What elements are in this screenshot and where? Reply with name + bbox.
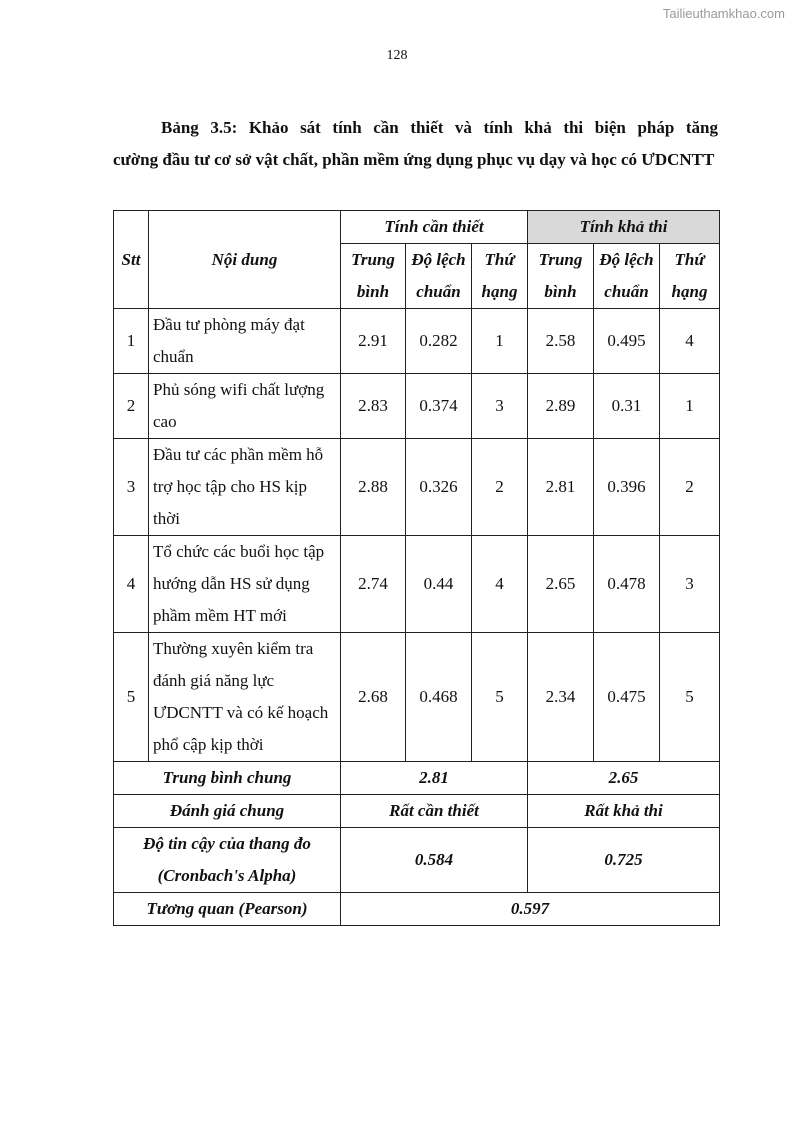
cell-feas-sd: 0.475	[594, 633, 660, 762]
cell-stt: 5	[114, 633, 149, 762]
cell-content: Đầu tư các phần mềm hỗ trợ học tập cho HS kịp thời	[149, 439, 341, 536]
table-caption	[113, 112, 718, 176]
cell-feas-rank: 4	[660, 309, 720, 374]
header-need-mean: Trung bình	[341, 244, 406, 309]
summary-evaluation-feasible: Rất khả thi	[528, 795, 720, 828]
cell-feas-mean: 2.65	[528, 536, 594, 633]
header-group-need: Tính cần thiết	[341, 211, 528, 244]
cell-feas-rank: 2	[660, 439, 720, 536]
alpha-label-line-1: Độ tin cậy của thang đo	[143, 834, 311, 853]
table-row	[114, 633, 720, 762]
cell-feas-rank: 3	[660, 536, 720, 633]
header-need-rank: Thứ hạng	[472, 244, 528, 309]
caption-line-rest: cường đầu tư cơ sở vật chất, phần mềm ứng dụng phục vụ dạy và học có ƯDCNTT	[113, 150, 715, 169]
summary-row-alpha	[114, 828, 720, 893]
cell-need-mean: 2.83	[341, 374, 406, 439]
table-row	[114, 374, 720, 439]
alpha-label-line-2: (Cronbach's Alpha)	[157, 866, 297, 885]
cell-need-sd: 0.44	[406, 536, 472, 633]
cell-need-rank: 1	[472, 309, 528, 374]
summary-average-label: Trung bình chung	[114, 762, 341, 795]
cell-feas-sd: 0.396	[594, 439, 660, 536]
summary-alpha-feasible: 0.725	[528, 828, 720, 893]
table-row	[114, 439, 720, 536]
caption-line-1: Bảng 3.5: Khảo sát tính cần thiết và tính khả thi biện pháp tăng	[161, 118, 718, 137]
cell-stt: 2	[114, 374, 149, 439]
cell-need-sd: 0.282	[406, 309, 472, 374]
summary-average-need: 2.81	[341, 762, 528, 795]
header-row-groups	[114, 211, 720, 244]
cell-content: Thường xuyên kiểm tra đánh giá năng lực ƯDCNTT và có kế hoạch phổ cập kịp thời	[149, 633, 341, 762]
cell-feas-rank: 5	[660, 633, 720, 762]
cell-need-rank: 3	[472, 374, 528, 439]
header-stt: Stt	[114, 211, 149, 309]
cell-feas-mean: 2.81	[528, 439, 594, 536]
cell-feas-mean: 2.58	[528, 309, 594, 374]
cell-content: Đầu tư phòng máy đạt chuẩn	[149, 309, 341, 374]
summary-average-feasible: 2.65	[528, 762, 720, 795]
cell-need-sd: 0.326	[406, 439, 472, 536]
header-noi-dung: Nội dung	[149, 211, 341, 309]
header-group-feasible: Tính khả thi	[528, 211, 720, 244]
header-feas-mean: Trung bình	[528, 244, 594, 309]
summary-row-evaluation	[114, 795, 720, 828]
cell-need-sd: 0.468	[406, 633, 472, 762]
cell-content: Phủ sóng wifi chất lượng cao	[149, 374, 341, 439]
survey-table	[113, 210, 720, 926]
cell-stt: 1	[114, 309, 149, 374]
cell-feas-rank: 1	[660, 374, 720, 439]
cell-need-mean: 2.68	[341, 633, 406, 762]
summary-pearson-value: 0.597	[341, 893, 720, 926]
cell-need-mean: 2.74	[341, 536, 406, 633]
summary-alpha-label	[114, 828, 341, 893]
summary-pearson-label: Tương quan (Pearson)	[114, 893, 341, 926]
cell-need-mean: 2.88	[341, 439, 406, 536]
cell-need-rank: 5	[472, 633, 528, 762]
cell-need-mean: 2.91	[341, 309, 406, 374]
summary-evaluation-label: Đánh giá chung	[114, 795, 341, 828]
cell-need-rank: 4	[472, 536, 528, 633]
summary-row-pearson	[114, 893, 720, 926]
cell-feas-sd: 0.31	[594, 374, 660, 439]
cell-need-sd: 0.374	[406, 374, 472, 439]
header-feas-rank: Thứ hạng	[660, 244, 720, 309]
table-row	[114, 536, 720, 633]
cell-stt: 3	[114, 439, 149, 536]
summary-alpha-need: 0.584	[341, 828, 528, 893]
cell-feas-mean: 2.89	[528, 374, 594, 439]
cell-feas-sd: 0.495	[594, 309, 660, 374]
watermark-text: Tailieuthamkhao.com	[662, 6, 785, 21]
summary-evaluation-need: Rất cần thiết	[341, 795, 528, 828]
page-number: 128	[386, 48, 408, 63]
cell-need-rank: 2	[472, 439, 528, 536]
table-row	[114, 309, 720, 374]
cell-stt: 4	[114, 536, 149, 633]
summary-row-average	[114, 762, 720, 795]
cell-content: Tổ chức các buổi học tập hướng dẫn HS sử dụng phầm mềm HT mới	[149, 536, 341, 633]
header-feas-sd: Độ lệch chuẩn	[594, 244, 660, 309]
header-need-sd: Độ lệch chuẩn	[406, 244, 472, 309]
cell-feas-mean: 2.34	[528, 633, 594, 762]
cell-feas-sd: 0.478	[594, 536, 660, 633]
